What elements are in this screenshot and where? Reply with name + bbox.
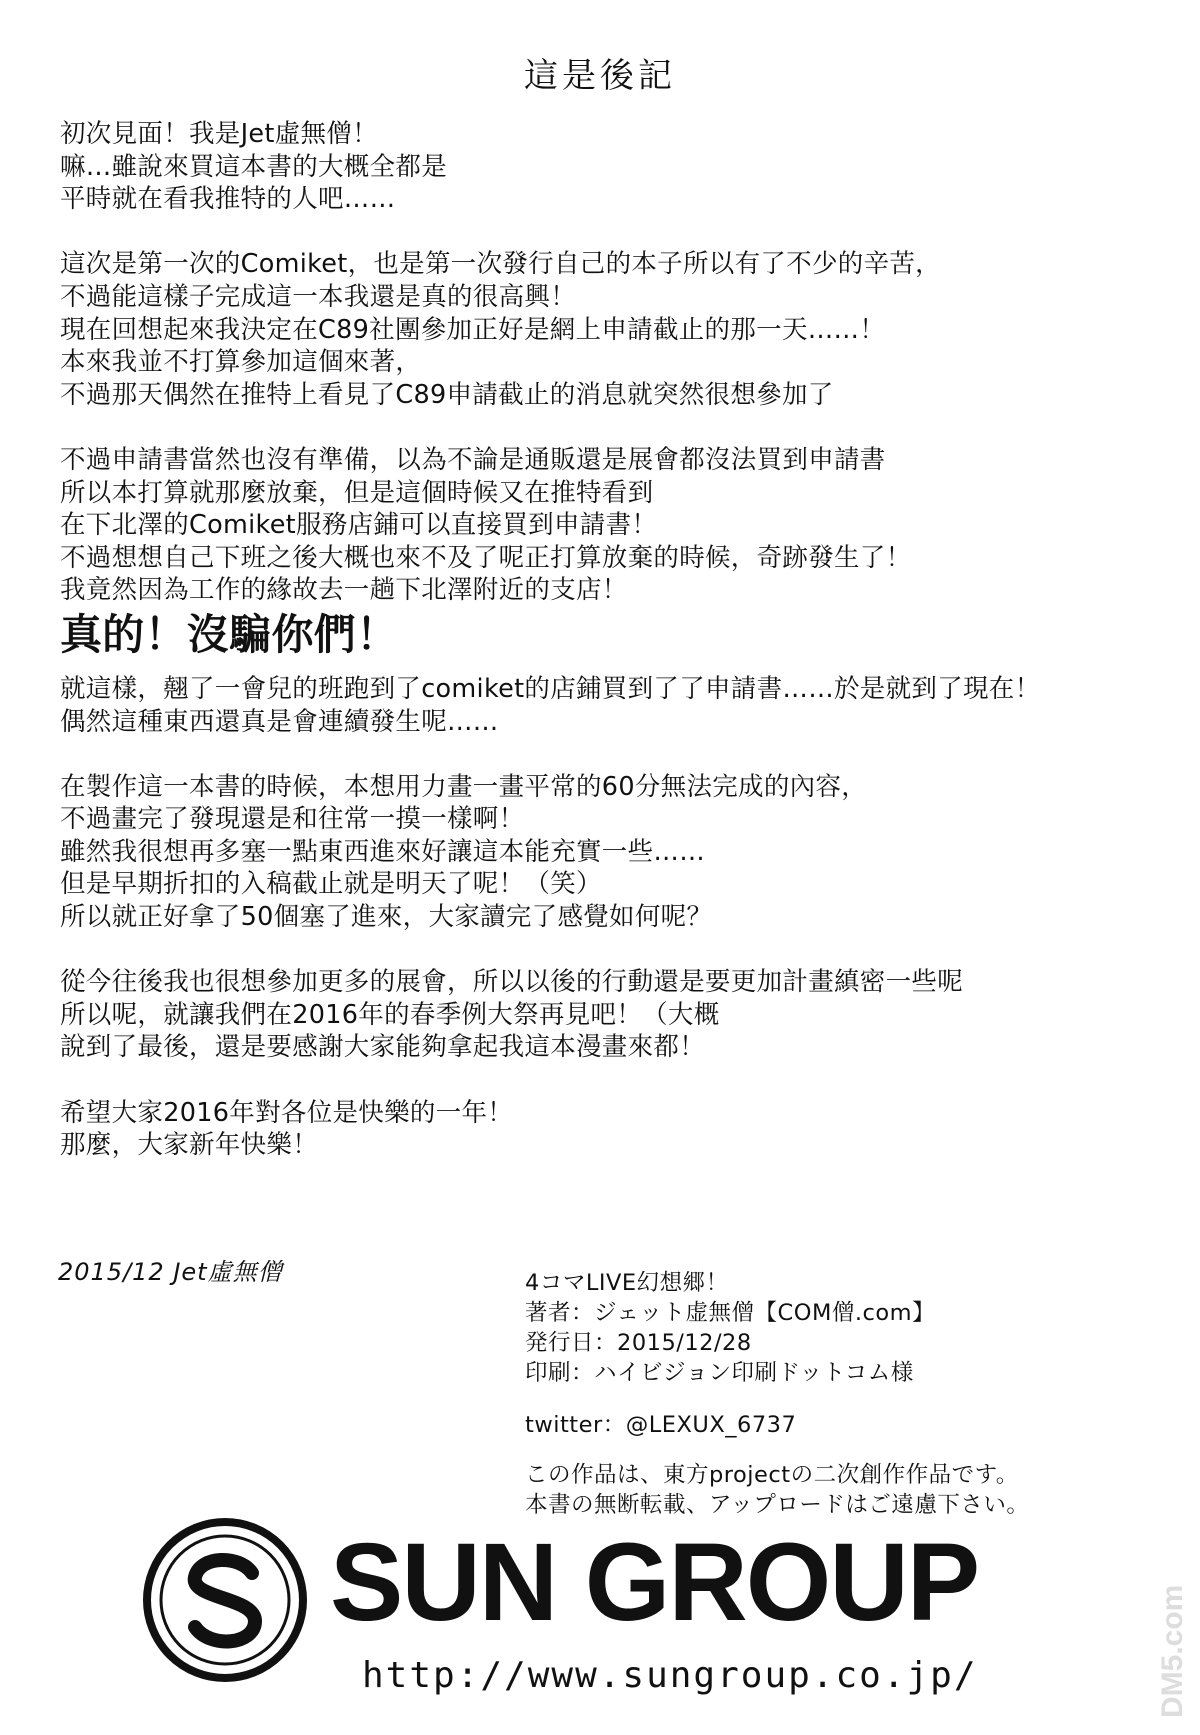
text-line: 現在回想起來我決定在C89社團參加正好是網上申請截止的那一天……！ bbox=[60, 314, 886, 345]
paragraph bbox=[60, 118, 1140, 216]
text-line: 在製作這一本書的時候，本想用力畫一畫平常的60分無法完成的內容， bbox=[60, 771, 868, 802]
text-line: 所以本打算就那麼放棄，但是這個時候又在推特看到 bbox=[60, 477, 654, 508]
paragraph bbox=[60, 444, 1140, 607]
text-line: 平時就在看我推特的人吧…… bbox=[60, 184, 396, 215]
text-line: 嘛…雖說來買這本書的大概全都是 bbox=[60, 151, 448, 182]
sun-group-emblem-icon bbox=[140, 1515, 310, 1685]
signature: 2015/12 Jet虛無僧 bbox=[58, 1258, 283, 1286]
sun-group-wordmark: SUN GROUP bbox=[330, 1521, 979, 1644]
text-line: 不過那天偶然在推特上看見了C89申請截止的消息就突然很想參加了 bbox=[60, 379, 834, 410]
colophon-notice: 本書の無断転載、アップロードはご遠慮下さい。 bbox=[525, 1492, 1030, 1518]
colophon-book-title: 4コマLIVE幻想郷！ bbox=[525, 1270, 729, 1296]
colophon bbox=[525, 1268, 1029, 1520]
colophon-author: 著者：ジェット虚無僧【COM僧.com】 bbox=[525, 1300, 936, 1326]
text-line: 就這樣，翹了一會兒的班跑到了comiket的店鋪買到了了申請書……於是就到了現在！ bbox=[60, 673, 1041, 704]
paragraph bbox=[60, 966, 1140, 1064]
text-line: 那麼，大家新年快樂！ bbox=[60, 1130, 319, 1161]
text-line: 本來我並不打算參加這個來著， bbox=[60, 347, 422, 378]
watermark-text: DM5.com bbox=[1156, 1584, 1189, 1718]
text-line: 所以就正好拿了50個塞了進來，大家讀完了感覺如何呢？ bbox=[60, 902, 713, 933]
text-line: 從今往後我也很想參加更多的展會，所以以後的行動還是要更加計畫縝密一些呢 bbox=[60, 967, 964, 998]
sun-group-logo bbox=[140, 1515, 1020, 1715]
text-line: 我竟然因為工作的緣故去一趟下北澤附近的支店！ bbox=[60, 575, 628, 606]
text-line: 不過畫完了發現還是和往常一摸一樣啊！ bbox=[60, 804, 525, 835]
afterword-body bbox=[60, 118, 1140, 1194]
emphasis-heading bbox=[60, 607, 1140, 663]
colophon-twitter: twitter：@LEXUX_6737 bbox=[525, 1412, 797, 1438]
text-line: 說到了最後，還是要感謝大家能夠拿起我這本漫畫來都！ bbox=[60, 1032, 706, 1063]
text-line: 初次見面！我是Jet虛無僧！ bbox=[60, 119, 378, 149]
colophon-printer: 印刷：ハイビジョン印刷ドットコム様 bbox=[525, 1360, 914, 1386]
paragraph bbox=[60, 1097, 1140, 1162]
text-line: 希望大家2016年對各位是快樂的一年！ bbox=[60, 1097, 514, 1128]
dm5-watermark bbox=[1152, 1560, 1192, 1720]
text-line: 不過能這樣子完成這一本我還是真的很高興！ bbox=[60, 281, 577, 312]
text-line: 不過想想自己下班之後大概也來不及了呢正打算放棄的時候，奇跡發生了！ bbox=[60, 542, 912, 573]
text-line: 真的！沒騙你們！ bbox=[60, 609, 399, 659]
colophon-notice: この作品は、東方projectの二次創作作品です。 bbox=[525, 1462, 1019, 1488]
text-line: 所以呢，就讓我們在2016年的春季例大祭再見吧！（大概 bbox=[60, 999, 720, 1030]
text-line: 但是早期折扣的入稿截止就是明天了呢！（笑） bbox=[60, 869, 602, 900]
paragraph bbox=[60, 673, 1140, 738]
text-line: 偶然這種東西還真是會連續發生呢…… bbox=[60, 706, 499, 737]
page-title: 這是後記 bbox=[524, 56, 676, 96]
sun-group-url: http://www.sungroup.co.jp/ bbox=[362, 1655, 978, 1696]
text-line: 這次是第一次的Comiket，也是第一次發行自己的本子所以有了不少的辛苦， bbox=[60, 249, 941, 280]
colophon-date: 発行日：2015/12/28 bbox=[525, 1330, 752, 1356]
paragraph bbox=[60, 771, 1140, 934]
text-line: 不過申請書當然也沒有準備，以為不論是通販還是展會都沒法買到申請書 bbox=[60, 444, 886, 475]
text-line: 雖然我很想再多塞一點東西進來好讓這本能充實一些…… bbox=[60, 836, 706, 867]
text-line: 在下北澤的Comiket服務店鋪可以直接買到申請書！ bbox=[60, 510, 658, 541]
paragraph bbox=[60, 248, 1140, 411]
